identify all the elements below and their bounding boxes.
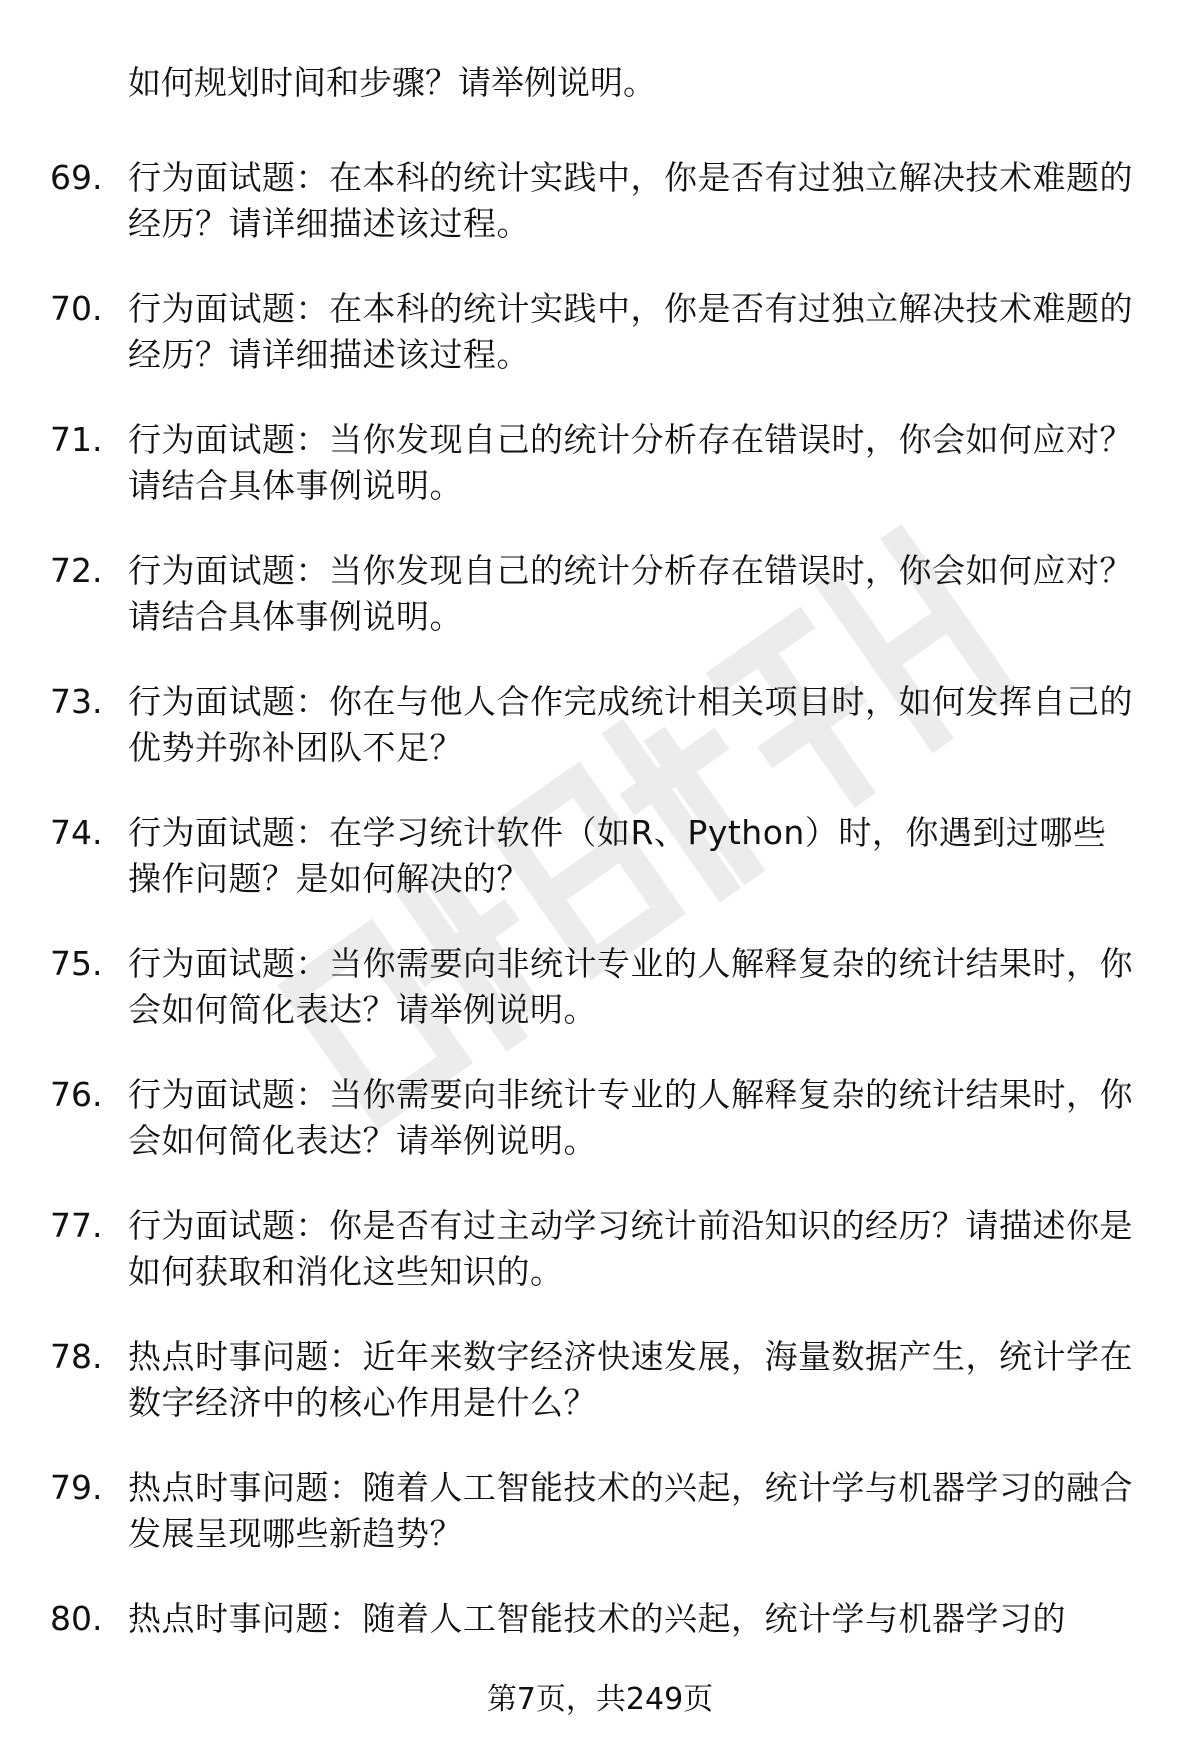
question-text: 行为面试题：当你需要向非统计专业的人解释复杂的统计结果时，你会如何简化表达？请举例说明。 bbox=[128, 944, 1133, 1029]
question-number: 75. bbox=[50, 944, 103, 983]
page-footer: 第7页，共249页 bbox=[486, 1682, 714, 1717]
question-text: 行为面试题：你是否有过主动学习统计前沿知识的经历？请描述你是如何获取和消化这些知识的。 bbox=[128, 1206, 1133, 1291]
question-item bbox=[0, 1596, 1200, 1727]
question-item bbox=[0, 286, 1200, 417]
question-item bbox=[0, 548, 1200, 679]
question-text: 热点时事问题：随着人工智能技术的兴起，统计学与机器学习的 bbox=[128, 1599, 1066, 1638]
question-number: 71. bbox=[50, 420, 103, 459]
question-text: 热点时事问题：随着人工智能技术的兴起，统计学与机器学习的融合发展呈现哪些新趋势？ bbox=[128, 1468, 1133, 1553]
question-text: 行为面试题：你在与他人合作完成统计相关项目时，如何发挥自己的优势并弥补团队不足？ bbox=[128, 682, 1133, 767]
question-item bbox=[0, 1203, 1200, 1334]
question-item bbox=[0, 1465, 1200, 1596]
question-item bbox=[0, 941, 1200, 1072]
question-number: 69. bbox=[50, 158, 103, 197]
question-number: 70. bbox=[50, 289, 103, 328]
question-number: 80. bbox=[50, 1599, 103, 1638]
question-item bbox=[0, 1072, 1200, 1203]
question-item bbox=[0, 810, 1200, 941]
question-text: 行为面试题：当你需要向非统计专业的人解释复杂的统计结果时，你会如何简化表达？请举例说明。 bbox=[128, 1075, 1133, 1160]
question-number: 78. bbox=[50, 1337, 103, 1376]
question-number: 72. bbox=[50, 551, 103, 590]
question-number: 74. bbox=[50, 813, 103, 852]
question-number: 79. bbox=[50, 1468, 103, 1507]
continuation-line: 如何规划时间和步骤？请举例说明。 bbox=[128, 63, 656, 102]
question-item bbox=[0, 679, 1200, 810]
question-item bbox=[0, 1334, 1200, 1465]
question-text: 行为面试题：在本科的统计实践中，你是否有过独立解决技术难题的经历？请详细描述该过程。 bbox=[128, 289, 1133, 374]
question-text: 行为面试题：当你发现自己的统计分析存在错误时，你会如何应对？请结合具体事例说明。 bbox=[128, 420, 1133, 505]
question-number: 73. bbox=[50, 682, 103, 721]
question-item bbox=[0, 417, 1200, 548]
question-number: 76. bbox=[50, 1075, 103, 1114]
question-text: 行为面试题：在学习统计软件（如R、Python）时，你遇到过哪些操作问题？是如何解决的？ bbox=[128, 813, 1107, 898]
question-list bbox=[0, 155, 1200, 1727]
question-text: 热点时事问题：近年来数字经济快速发展，海量数据产生，统计学在数字经济中的核心作用是什么？ bbox=[128, 1337, 1133, 1422]
question-item bbox=[0, 155, 1200, 286]
question-text: 行为面试题：在本科的统计实践中，你是否有过独立解决技术难题的经历？请详细描述该过程。 bbox=[128, 158, 1133, 243]
question-number: 77. bbox=[50, 1206, 103, 1245]
question-text: 行为面试题：当你发现自己的统计分析存在错误时，你会如何应对？请结合具体事例说明。 bbox=[128, 551, 1133, 636]
